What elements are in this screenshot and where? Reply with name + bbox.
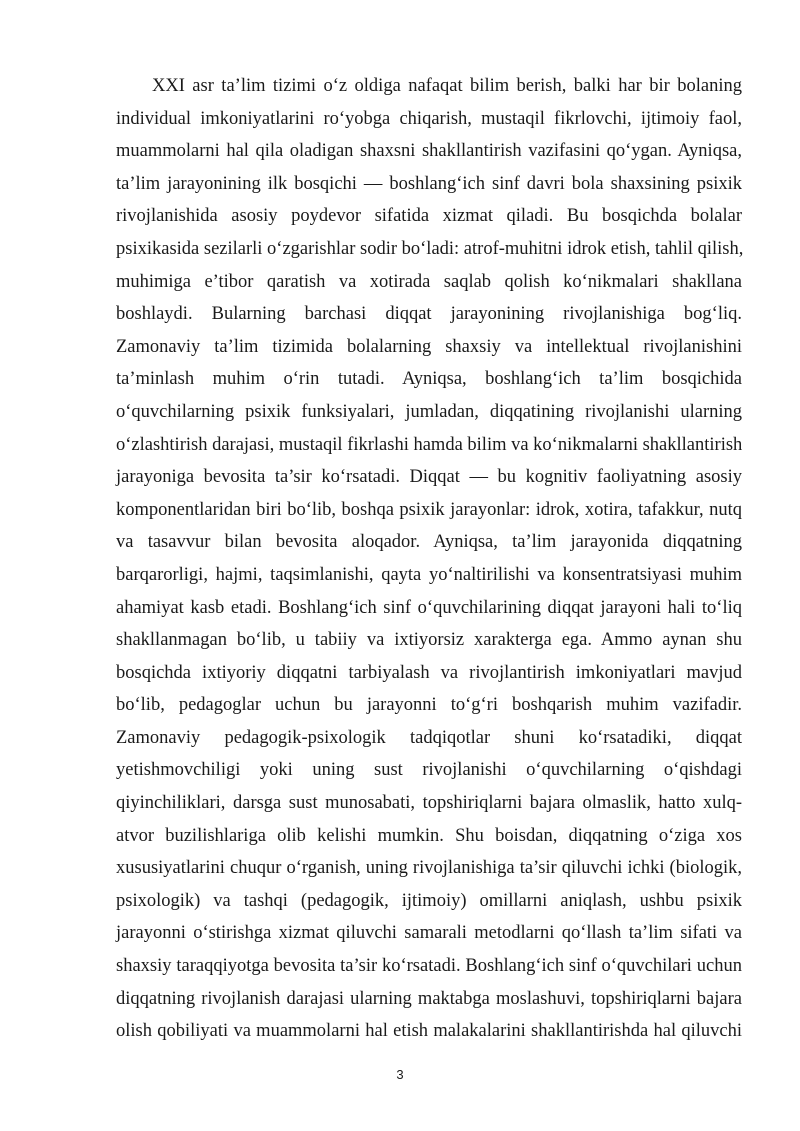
- text-line: qiyinchiliklari, darsga sust munosabati, topshiriqlarni bajara olmaslik, hatto xulq-: [116, 793, 742, 814]
- text-line: olish qobiliyati va muammolarni hal etish malakalarini shakllantirishda hal qiluvchi: [116, 1021, 742, 1042]
- text-line: ta’lim jarayonining ilk bosqichi — boshlang‘ich sinf davri bola shaxsining psixik: [116, 173, 742, 194]
- text-line: atvor buzilishlariga olib kelishi mumkin. Shu boisdan, diqqatning o‘ziga xos: [116, 825, 742, 846]
- text-line: jarayoniga bevosita ta’sir ko‘rsatadi. Diqqat — bu kognitiv faoliyatning asosiy: [116, 467, 742, 488]
- text-line: jarayonni o‘stirishga xizmat qiluvchi samarali metodlarni qo‘llash ta’lim sifati va: [116, 923, 742, 944]
- text-line: bosqichda ixtiyoriy diqqatni tarbiyalash va rivojlantirish imkoniyatlari mavjud: [116, 662, 742, 683]
- text-line: XXI asr ta’lim tizimi o‘z oldiga nafaqat bilim berish, balki har bir bolaning: [152, 76, 742, 96]
- text-line: o‘quvchilarning psixik funksiyalari, jumladan, diqqatining rivojlanishi ularning: [116, 401, 742, 422]
- text-line: Zamonaviy ta’lim tizimida bolalarning shaxsiy va intellektual rivojlanishini: [116, 336, 742, 357]
- text-line: shakllanmagan bo‘lib, u tabiiy va ixtiyorsiz xarakterga ega. Ammo aynan shu: [116, 630, 742, 651]
- text-line: bo‘lib, pedagoglar uchun bu jarayonni to‘g‘ri boshqarish muhim vazifadir.: [116, 695, 742, 716]
- text-line: Zamonaviy pedagogik-psixologik tadqiqotlar shuni ko‘rsatadiki, diqqat: [116, 727, 742, 748]
- text-line: barqarorligi, hajmi, taqsimlanishi, qayta yo‘naltirilishi va konsentratsiyasi muhim: [116, 564, 742, 585]
- text-line: rivojlanishida asosiy poydevor sifatida xizmat qiladi. Bu bosqichda bolalar: [116, 206, 742, 227]
- text-line: muhimiga e’tibor qaratish va xotirada saqlab qolish ko‘nikmalari shakllana: [116, 271, 742, 292]
- text-line: muammolarni hal qila oladigan shaxsni shakllantirish vazifasini qo‘ygan. Ayniqsa,: [116, 141, 742, 162]
- text-line: shaxsiy taraqqiyotga bevosita ta’sir ko‘rsatadi. Boshlang‘ich sinf o‘quvchilari uchun: [116, 956, 742, 977]
- text-line: va tasavvur bilan bevosita aloqador. Ayniqsa, ta’lim jarayonida diqqatning: [116, 532, 742, 553]
- text-line: komponentlaridan biri bo‘lib, boshqa psixik jarayonlar: idrok, xotira, tafakkur, nutq: [116, 499, 742, 520]
- text-line: psixologik) va tashqi (pedagogik, ijtimoiy) omillarni aniqlash, ushbu psixik: [116, 890, 742, 911]
- text-line: o‘zlashtirish darajasi, mustaqil fikrlashi hamda bilim va ko‘nikmalarni shakllantirish: [116, 434, 743, 455]
- text-line: ta’minlash muhim o‘rin tutadi. Ayniqsa, boshlang‘ich ta’lim bosqichida: [116, 369, 742, 390]
- page-number: 3: [396, 1067, 404, 1082]
- body-paragraph: [116, 70, 742, 1048]
- text-line: individual imkoniyatlarini ro‘yobga chiqarish, mustaqil fikrlovchi, ijtimoiy faol,: [116, 108, 742, 129]
- text-line: xususiyatlarini chuqur o‘rganish, uning rivojlanishiga ta’sir qiluvchi ichki (biologik,: [116, 858, 742, 879]
- text-line: ahamiyat kasb etadi. Boshlang‘ich sinf o‘quvchilarining diqqat jarayoni hali to‘liq: [116, 597, 742, 618]
- text-line: boshlaydi. Bularning barchasi diqqat jarayonining rivojlanishiga bog‘liq.: [116, 304, 742, 325]
- text-line: psixikasida sezilarli o‘zgarishlar sodir bo‘ladi: atrof-muhitni idrok etish, tahlil qilish,: [116, 238, 744, 259]
- text-line: yetishmovchiligi yoki uning sust rivojlanishi o‘quvchilarning o‘qishdagi: [116, 760, 742, 781]
- text-line: diqqatning rivojlanish darajasi ularning maktabga moslashuvi, topshiriqlarni bajara: [116, 988, 742, 1009]
